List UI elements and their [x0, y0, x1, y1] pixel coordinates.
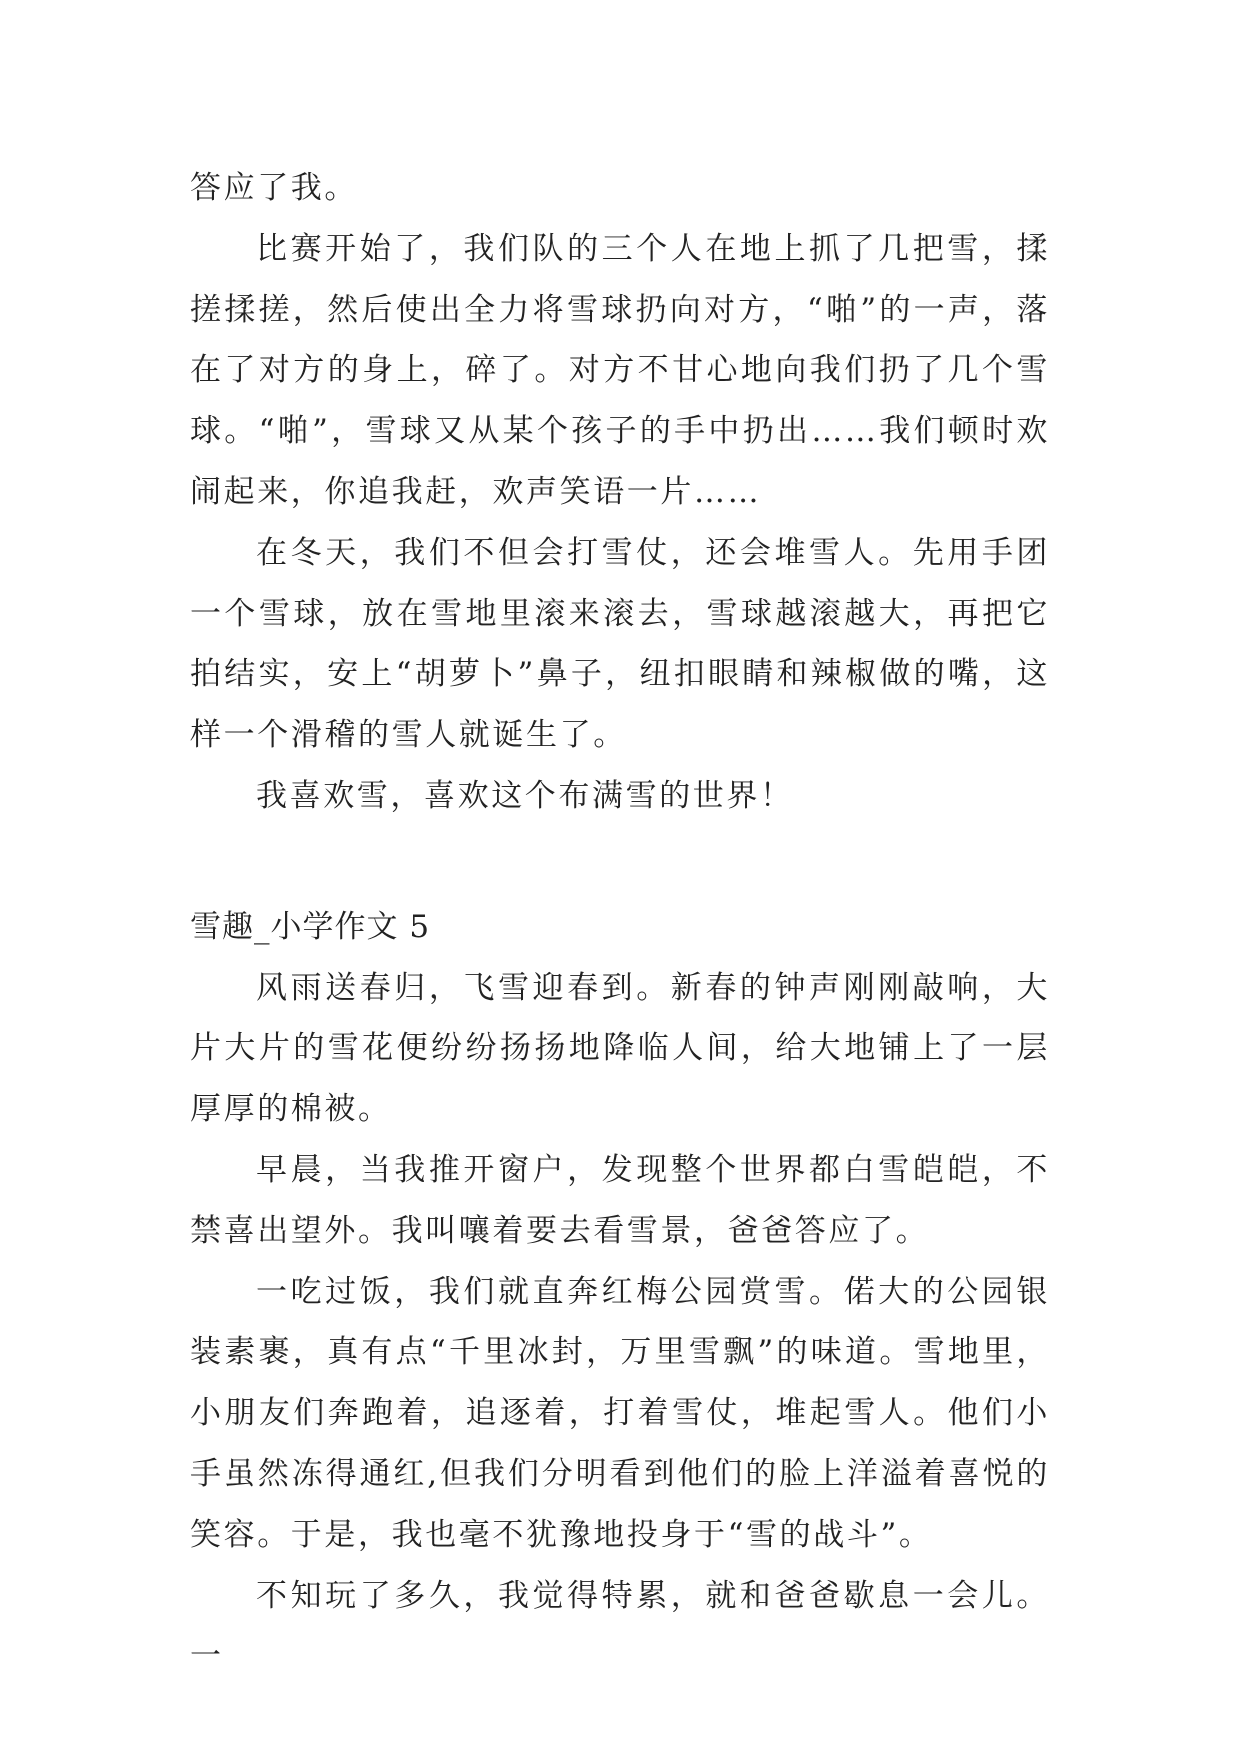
document-body: [190, 158, 1050, 1687]
paragraph-snowman: 在冬天，我们不但会打雪仗，还会堆雪人。先用手团一个雪球，放在雪地里滚来滚去，雪球越滚越大，再把它拍结实，安上“胡萝卜”鼻子，纽扣眼睛和辣椒做的嘴，这样一个滑稽的雪人就诞生了。: [190, 534, 1050, 754]
paragraph-rest: 不知玩了多久，我觉得特累，就和爸爸歇息一会儿。一: [190, 1577, 1050, 1675]
paragraph-morning: 早晨，当我推开窗户，发现整个世界都白雪皑皑，不禁喜出望外。我叫嚷着要去看雪景，爸爸答应了。: [190, 1151, 1050, 1249]
paragraph-continued: 答应了我。: [190, 170, 358, 206]
paragraph-park: 一吃过饭，我们就直奔红梅公园赏雪。偌大的公园银装素裹，真有点“千里冰封，万里雪飘”的味道。雪地里，小朋友们奔跑着，追逐着，打着雪仗，堆起雪人。他们小手虽然冻得通红,但我们分明看到他们的脸上洋溢着喜悦的笑容。于是，我也毫不犹豫地投身于“雪的战斗”。: [190, 1273, 1050, 1553]
paragraph-snowball-fight: 比赛开始了，我们队的三个人在地上抓了几把雪，揉搓揉搓，然后使出全力将雪球扔向对方，“啪”的一声，落在了对方的身上，碎了。对方不甘心地向我们扔了几个雪球。“啪”，雪球又从某个孩子的手中扔出……我们顿时欢闹起来，你追我赶，欢声笑语一片……: [190, 230, 1050, 510]
paragraph-love-snow: 我喜欢雪，喜欢这个布满雪的世界！: [256, 777, 794, 814]
paragraph-spring-snow: 风雨送春归，飞雪迎春到。新春的钟声刚刚敲响，大片大片的雪花便纷纷扬扬地降临人间，给大地铺上了一层厚厚的棉被。: [190, 969, 1050, 1128]
section-title: 雪趣_小学作文 5: [190, 908, 431, 945]
section-gap: [190, 827, 1050, 897]
